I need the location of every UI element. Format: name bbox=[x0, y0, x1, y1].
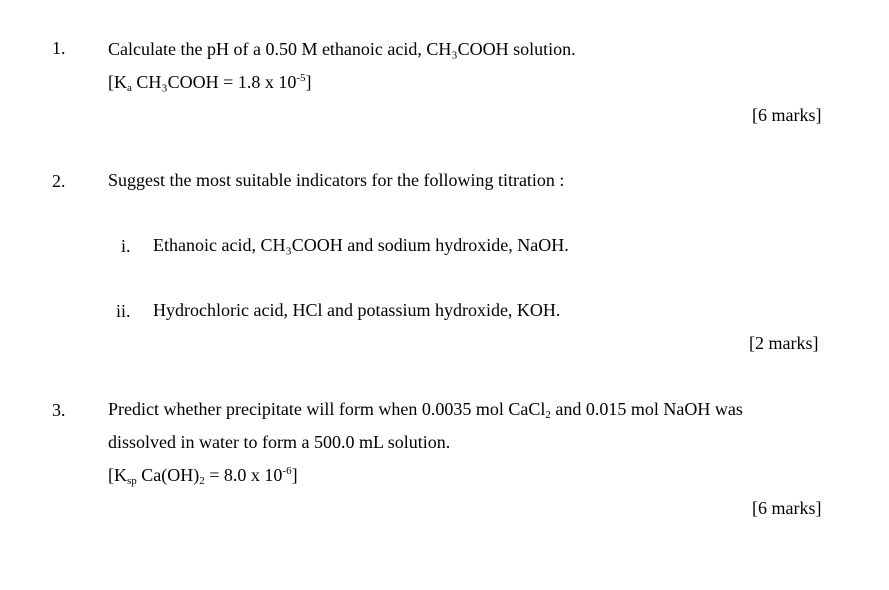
given-close: ] bbox=[305, 72, 312, 92]
given-open: [K bbox=[108, 465, 127, 485]
ksp-subscript: sp bbox=[127, 475, 137, 487]
question-2-part-ii-text: Hydrochloric acid, HCl and potassium hydroxide, KOH. bbox=[153, 300, 561, 320]
question-3-text-a: Predict whether precipitate will form when 0.0035 mol CaCl bbox=[108, 399, 546, 419]
question-2-part-i-label: i. bbox=[121, 236, 131, 256]
question-2-part-ii-label: ii. bbox=[116, 301, 131, 321]
formula-subscript: 2 bbox=[199, 475, 205, 487]
question-3-number: 3. bbox=[52, 400, 66, 420]
question-2-marks: [2 marks] bbox=[749, 333, 819, 353]
question-3-given bbox=[108, 465, 298, 487]
question-2-part-i-text: Ethanoic acid, CH₃COOH and sodium hydroxide, NaOH. bbox=[153, 235, 569, 255]
question-2-text: Suggest the most suitable indicators for the following titration : bbox=[108, 170, 565, 190]
question-3-marks: [6 marks] bbox=[752, 498, 822, 518]
given-open: [K bbox=[108, 72, 127, 92]
ka-subscript: a bbox=[127, 82, 132, 94]
question-3-text-line2: dissolved in water to form a 500.0 mL solution. bbox=[108, 432, 451, 452]
cacl2-subscript: 2 bbox=[545, 409, 551, 421]
question-1-marks: [6 marks] bbox=[752, 105, 822, 125]
question-3-text-line1 bbox=[108, 399, 743, 421]
question-2-number: 2. bbox=[52, 171, 66, 191]
given-exponent: -5 bbox=[296, 72, 306, 84]
question-1-number: 1. bbox=[52, 38, 66, 58]
given-close: ] bbox=[291, 465, 298, 485]
given-formula: CH₃COOH = 1.8 x 10 bbox=[131, 72, 297, 92]
question-1-text: Calculate the pH of a 0.50 M ethanoic acid, CH₃COOH solution. bbox=[108, 39, 576, 59]
given-equals: = 8.0 x 10 bbox=[204, 465, 283, 485]
question-3-text-b: and 0.015 mol NaOH was bbox=[550, 399, 743, 419]
given-formula: Ca(OH) bbox=[136, 465, 200, 485]
given-exponent: -6 bbox=[282, 465, 292, 477]
question-1-given bbox=[108, 72, 312, 94]
